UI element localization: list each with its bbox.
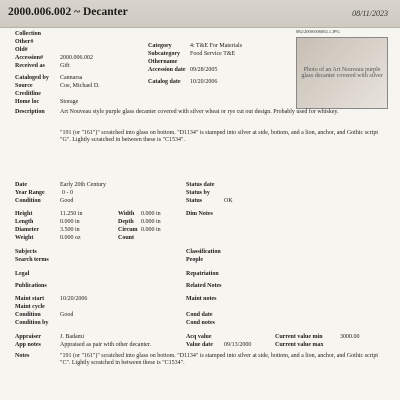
catalog-date-value: 10/20/2006 [190, 79, 218, 85]
current-value-max-label: Current value max [275, 342, 324, 348]
maint-start-value: 10/20/2006 [60, 296, 88, 302]
accession-no-value: 2000.006.002 [60, 55, 93, 61]
maint-condition-value: Good [60, 312, 74, 318]
search-terms-label: Search terms [15, 257, 49, 263]
photo-filename: 082\2000\006002.1.JPG [296, 29, 340, 34]
condition-value: Good [60, 198, 74, 204]
length-label: Length [15, 219, 34, 225]
category-value: 4: T&E For Materials [190, 43, 243, 49]
status-by-label: Status by [186, 190, 210, 196]
print-date: 08/11/2023 [352, 9, 388, 18]
maint-start-label: Maint start [15, 296, 45, 302]
notes-text: "191 (or "161")" scratched into glass on bottom. "D1134" is stamped into silver at side, bottom, and a lion, anchor, and Gothic script "C". Lightly scratched in between these is "C1534". [60, 353, 379, 366]
maint-condition-label: Condition [15, 312, 41, 318]
cond-date-label: Cond date [186, 312, 213, 318]
subcategory-value: Food Service T&E [190, 51, 236, 57]
status-value: OK [224, 198, 233, 204]
source-value: Coe, Michael D. [60, 83, 100, 89]
width-label: Width [118, 211, 135, 217]
app-notes-value: Appraised as pair with other decanter. [60, 342, 151, 348]
status-date-label: Status date [186, 182, 215, 188]
value-date-label: Value date [186, 342, 213, 348]
legal-label: Legal [15, 271, 30, 277]
accession-date-value: 09/28/2005 [190, 67, 218, 73]
condition-label: Condition [15, 198, 41, 204]
year-range-label: Year Range [15, 190, 45, 196]
cataloged-by-label: Cataloged by [15, 75, 49, 81]
dim-notes-label: Dim Notes [186, 211, 213, 217]
received-as-label: Received as [15, 63, 45, 69]
maint-cycle-label: Maint cycle [15, 304, 45, 310]
status-label: Status [186, 198, 203, 204]
date-label: Date [15, 182, 27, 188]
depth-value: 0.000 in [141, 219, 161, 225]
circum-value: 0.000 in [141, 227, 161, 233]
year-range-value: 0 - 0 [62, 190, 73, 196]
old-no-label: Old# [15, 47, 28, 53]
description-text-1: Art Nouveau style purple glass decanter covered with silver wheat or rye cut out design. Probably used for whiskey. [60, 109, 339, 115]
condition-by-label: Condition by [15, 320, 49, 326]
weight-label: Weight [15, 235, 34, 241]
collection-label: Collection [15, 31, 41, 37]
catalog-date-label: Catalog date [148, 79, 181, 85]
object-photo [296, 37, 388, 109]
description-label: Description [15, 109, 45, 115]
related-notes-label: Related Notes [186, 283, 222, 289]
acq-value-label: Acq value [186, 334, 212, 340]
value-date-value: 09/13/2000 [224, 342, 252, 348]
diameter-label: Diameter [15, 227, 39, 233]
accession-no-label: Accession# [15, 55, 43, 61]
people-label: People [186, 257, 203, 263]
height-label: Height [15, 211, 33, 217]
circum-label: Circum [118, 227, 138, 233]
othername-label: Othername [148, 59, 178, 65]
depth-label: Depth [118, 219, 134, 225]
description-text-2: "191 (or "161")" scratched into glass on bottom. "D1134" is stamped into silver at side, bottom, and a lion, anchor, and Gothic script "G". Lightly scratched in between these is "C1534". [60, 130, 379, 143]
classification-label: Classification [186, 249, 221, 255]
publications-label: Publications [15, 283, 47, 289]
home-loc-value: Storage [60, 99, 79, 105]
cond-notes-label: Cond notes [186, 320, 215, 326]
subjects-label: Subjects [15, 249, 37, 255]
width-value: 0.000 in [141, 211, 161, 217]
creditline-label: Creditline [15, 91, 41, 97]
appraiser-label: Appraiser [15, 334, 41, 340]
home-loc-label: Home loc [15, 99, 40, 105]
maint-notes-label: Maint notes [186, 296, 217, 302]
date-value: Early 20th Century [60, 182, 106, 188]
notes-label: Notes [15, 353, 30, 359]
accession-date-label: Accession date [148, 67, 186, 73]
current-value-min-label: Current value min [275, 334, 323, 340]
category-label: Category [148, 43, 172, 49]
subcategory-label: Subcategory [148, 51, 180, 57]
weight-value: 0.000 oz [60, 235, 81, 241]
cataloged-by-value: Cannarsa [60, 75, 83, 81]
appraiser-value: J. Badami [60, 334, 84, 340]
photo-description: Photo of an Art Nouveau purple glass decanter covered with silver [301, 67, 383, 79]
record-header [0, 0, 400, 28]
repatriation-label: Repatriation [186, 271, 219, 277]
current-value-min-value: 3000.00 [340, 334, 360, 340]
height-value: 11.250 in [60, 211, 83, 217]
record-title: 2000.006.002 ~ Decanter [8, 6, 128, 18]
count-label: Count [118, 235, 135, 241]
length-value: 0.000 in [60, 219, 80, 225]
received-as-value: Gift [60, 63, 70, 69]
diameter-value: 3.500 in [60, 227, 80, 233]
app-notes-label: App notes [15, 342, 41, 348]
other-no-label: Other# [15, 39, 34, 45]
source-label: Source [15, 83, 33, 89]
